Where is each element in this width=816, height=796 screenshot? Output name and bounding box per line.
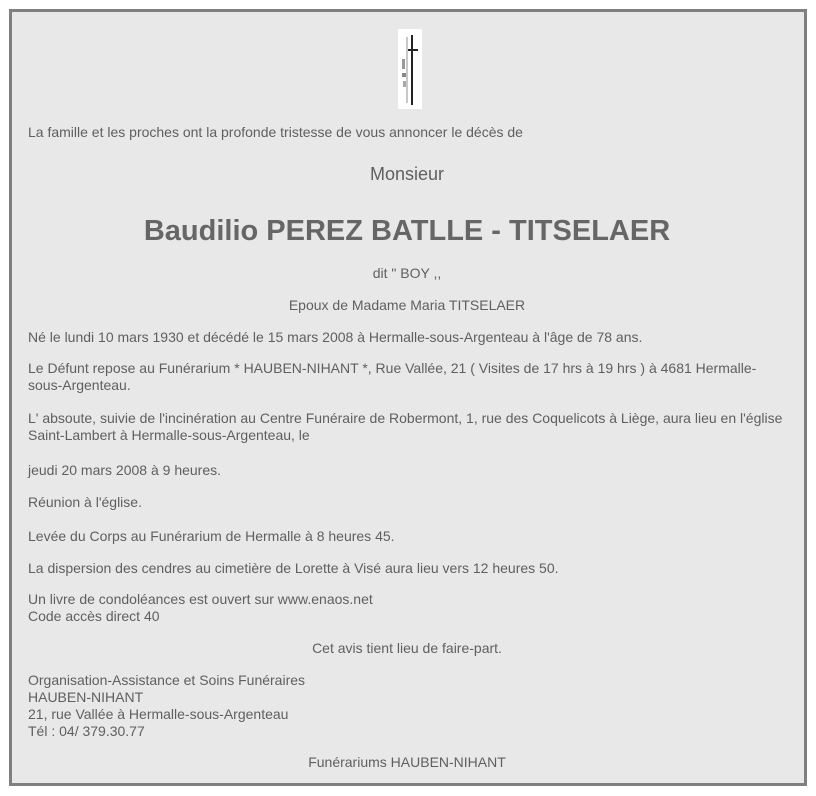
- levee-text: Levée du Corps au Funérarium de Hermalle à 8 heures 45.: [28, 528, 395, 544]
- ceremony-date: jeudi 20 mars 2008 à 9 heures.: [28, 462, 222, 478]
- cross-icon: [398, 29, 422, 109]
- organisation-line: 21, rue Vallée à Hermalle-sous-Argenteau: [28, 706, 289, 722]
- organisation-phone: Tél : 04/ 379.30.77: [28, 723, 145, 739]
- nickname: dit " BOY ,,: [372, 265, 442, 281]
- birth-death-text: Né le lundi 10 mars 1930 et décédé le 15 mars 2008 à Hermalle-sous-Argenteau à l'âge de 78 ans.: [28, 329, 643, 345]
- repose-text: Le Défunt repose au Funérarium * HAUBEN-NIHANT *, Rue Vallée, 21 ( Visites de 17 hrs à 19 hrs ) à 4681 Hermalle-sous-Argenteau.: [28, 360, 757, 393]
- absoute-text: L' absoute, suivie de l'incinération au Centre Funéraire de Robermont, 1, rue des Coquelicots à Liège, aura lieu en l'église Saint-Lambert à Hermalle-sous-Argenteau, le: [28, 410, 783, 443]
- spouse: Epoux de Madame Maria TITSELAER: [288, 297, 526, 313]
- death-notice-frame: [9, 9, 807, 786]
- intro-text: La famille et les proches ont la profonde tristesse de vous annoncer le décès de: [28, 124, 523, 140]
- dispersion-text: La dispersion des cendres au cimetière de Lorette à Visé aura lieu vers 12 heures 50.: [28, 560, 559, 576]
- reunion-text: Réunion à l'église.: [28, 494, 142, 510]
- honorific: Monsieur: [369, 164, 445, 184]
- condolences-text: Un livre de condoléances est ouvert sur www.enaos.net: [28, 591, 373, 607]
- organisation-line: Organisation-Assistance et Soins Funéraires: [28, 672, 306, 688]
- faire-part-text: Cet avis tient lieu de faire-part.: [312, 640, 502, 656]
- organisation-line: HAUBEN-NIHANT: [28, 689, 144, 705]
- access-code-text: Code accès direct 40: [28, 608, 160, 624]
- footer-text: Funérariums HAUBEN-NIHANT: [308, 754, 506, 770]
- deceased-name: Baudilio PEREZ BATLLE - TITSELAER: [143, 215, 671, 247]
